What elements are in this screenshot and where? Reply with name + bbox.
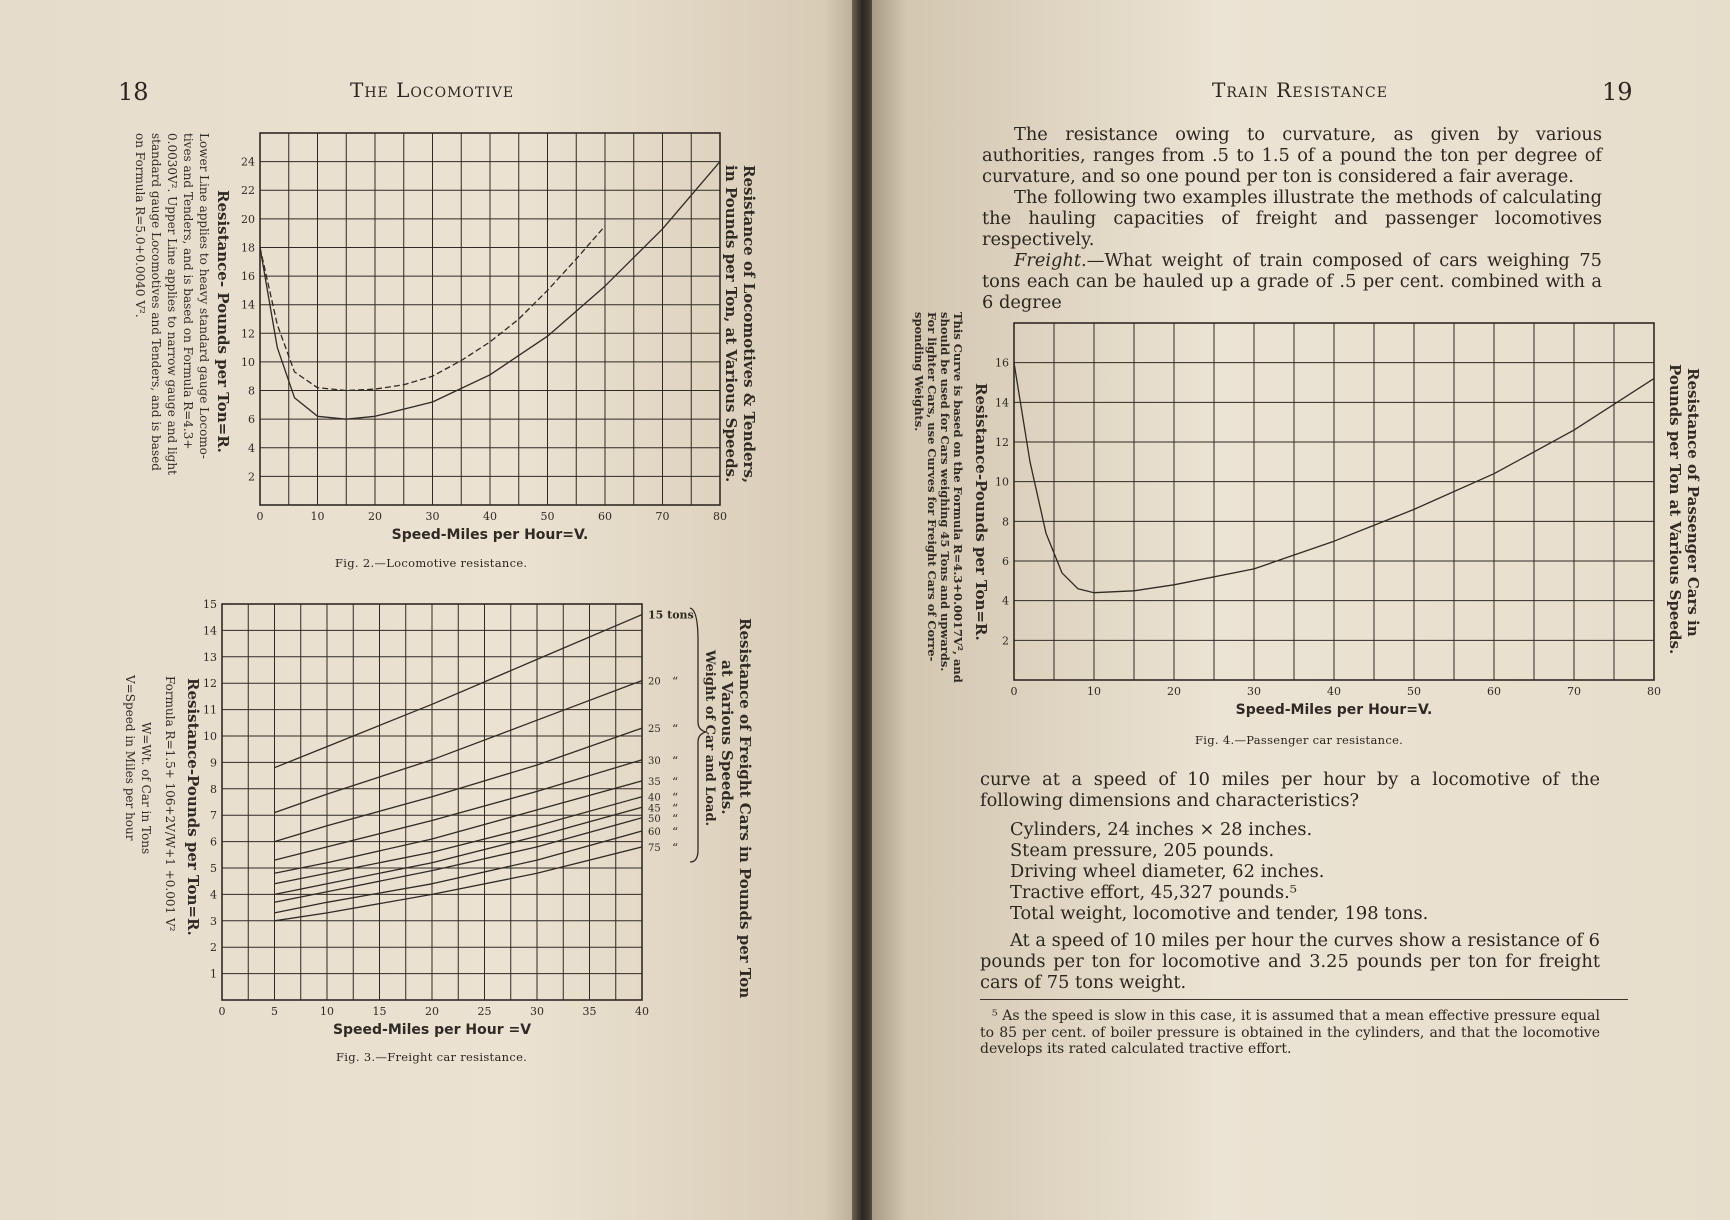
chart-title: Resistance of Locomotives & Tenders, [740,165,758,484]
fig2-caption: Fig. 2.—Locomotive resistance. [335,556,528,570]
y-tick-label: 14 [203,624,217,638]
y-tick-label: 6 [248,413,255,427]
y-tick-label: 8 [248,384,255,398]
x-tick-label: 20 [425,1005,439,1018]
paragraph: The following two examples illustrate the methods of calculating the hauling capacities of freight and passenger locomotives respectively. [982,187,1602,250]
chart-note-line: standard gauge Locomotives and Tenders, and is based [149,133,163,471]
spec-list [1010,819,1600,924]
x-tick-label: 30 [1247,685,1261,698]
paragraph: curve at a speed of 10 miles per hour by a locomotive of the following dimensions and characteristics? [980,769,1600,811]
y-tick-label: 2 [248,470,255,484]
x-tick-label: 0 [218,1005,226,1018]
x-tick-label: 30 [530,1005,544,1018]
x-axis-label: Speed-Miles per Hour =V [332,1022,532,1038]
spec-item: Driving wheel diameter, 62 inches. [1010,861,1325,882]
x-tick-label: 35 [582,1005,597,1018]
x-tick-label: 70 [1567,685,1581,698]
italic-heading: Freight. [1014,250,1087,271]
x-axis-label: Speed-Miles per Hour=V. [1235,702,1433,718]
legend-title: Weight of Car and Load. [702,650,717,827]
formula-text: Formula R=1.5+ 106+2V/W+1 +0.001 V² [163,676,177,932]
y-tick-label: 15 [203,598,217,611]
ditto-mark: “ [672,825,679,840]
y-tick-label: 1 [210,967,217,981]
ditto-mark: “ [672,811,679,826]
legend-label: 40 [648,792,661,804]
chart-note-line: tives and Tenders, and is based on Formula R=4.3+ [181,133,195,450]
x-tick-label: 0 [1010,685,1018,698]
x-tick-label: 5 [271,1005,278,1018]
x-tick-label: 80 [1647,685,1661,698]
chart-note-line: should be used for Cars weighing 45 Tons and upwards. [938,312,952,672]
chart-subtitle: at Various Speeds. [718,660,736,815]
left-page [0,0,858,1220]
y-tick-label: 6 [1002,555,1009,568]
y-tick-label: 24 [241,155,255,169]
spec-item: Cylinders, 24 inches × 28 inches. [1010,819,1313,840]
spec-item: Steam pressure, 205 pounds. [1010,840,1275,861]
y-tick-label: 2 [1002,634,1009,648]
x-tick-label: 25 [477,1005,492,1018]
chart-title: Resistance of Passenger Cars in [1684,368,1702,637]
y-tick-label: 4 [1002,594,1009,608]
y-tick-label: 2 [210,941,217,955]
y-tick-label: 4 [248,441,255,455]
legend-label: 45 [648,803,661,815]
chart-subtitle: Pounds per Ton at Various Speeds. [1666,364,1684,655]
x-tick-label: 10 [310,510,325,523]
x-axis-label: Speed-Miles per Hour=V. [391,527,589,543]
x-tick-label: 60 [1487,685,1501,698]
ditto-mark: “ [672,840,679,855]
fig3-caption: Fig. 3.—Freight car resistance. [336,1050,528,1064]
y-tick-label: 6 [210,835,217,849]
legend-label: 20 [648,676,661,688]
fig3-chart [0,0,858,1220]
x-tick-label: 30 [425,510,440,523]
chart-subtitle: in Pounds per Ton, at Various Speeds. [722,165,740,483]
chart-note-line: For lighter Cars, use Curves for Freight Cars of Corre- [925,312,939,662]
spec-item: Tractive effort, 45,327 pounds.⁵ [1010,882,1297,903]
x-tick-label: 40 [635,1005,649,1018]
x-tick-label: 70 [655,510,670,523]
y-tick-label: 14 [995,396,1009,410]
y-tick-label: 12 [203,677,217,691]
legend-label: 30 [648,755,661,767]
x-tick-label: 15 [372,1005,387,1018]
legend-label: 25 [648,724,661,736]
paragraph-rest: —What weight of train composed of cars weighing 75 tons each can be hauled up a grade of .5 per cent. combined with a 6 degree [982,250,1602,313]
footnote: ⁵ As the speed is slow in this case, it is assumed that a mean effective pressure equal to 85 per cent. of boiler pressure is obtained in the cylinders, and that the locomotive develops its rated calculated tractive effort. [980,1008,1600,1057]
legend-label: 50 [648,813,661,825]
running-head: Train Resistance [1212,78,1388,102]
x-tick-label: 10 [1087,685,1101,698]
y-tick-label: 22 [241,184,255,198]
y-tick-label: 3 [210,914,217,928]
y-axis-label: Resistance- Pounds per Ton=R. [214,190,232,453]
ditto-mark: “ [672,753,679,768]
y-tick-label: 8 [210,782,217,796]
page-number: 18 [118,78,149,106]
y-tick-label: 5 [210,862,217,875]
y-tick-label: 7 [210,809,217,823]
x-tick-label: 10 [320,1005,334,1018]
ditto-mark: “ [672,801,679,816]
chart-note-line: 0.0030V². Upper Line applies to narrow gauge and light [165,133,179,475]
footnote-rule [980,999,1628,1000]
running-head: The Locomotive [350,78,515,102]
chart-note-line: on Formula R=5.0+0.0040 V². [133,133,147,318]
y-axis-label: Resistance-Pounds per Ton=R. [972,383,990,641]
y-tick-label: 14 [241,298,255,312]
x-tick-label: 60 [598,510,612,523]
y-tick-label: 10 [241,355,255,369]
x-tick-label: 20 [1167,685,1181,698]
y-tick-label: 10 [203,730,217,743]
v-definition: V=Speed in Miles per hour [123,675,137,841]
y-tick-label: 16 [241,270,255,284]
ditto-mark: “ [672,722,679,737]
chart-note-line: sponding Weights. [912,312,926,432]
spec-item: Total weight, locomotive and tender, 198 tons. [1010,903,1429,924]
x-tick-label: 20 [368,510,382,523]
x-tick-label: 50 [540,510,555,523]
paragraph: At a speed of 10 miles per hour the curves show a resistance of 6 pounds per ton for locomotive and 3.25 pounds per ton for freight cars of 75 tons weight. [980,930,1600,993]
x-tick-label: 40 [483,510,497,523]
y-tick-label: 20 [241,212,255,226]
w-definition: W=Wt. of Car in Tons [139,722,153,855]
legend-label: 15 tons [648,608,694,622]
y-tick-label: 12 [241,327,255,341]
right-page [872,0,1730,1220]
paragraph: The resistance owing to curvature, as given by various authorities, ranges from .5 to 1.5 of a pound the ton per degree of curvature, and so one pound per ton is considered a fair average. [982,124,1602,187]
legend-label: 75 [648,842,661,854]
chart-title: Resistance of Freight Cars in Pounds per Ton [736,618,754,999]
ditto-mark: “ [672,790,679,805]
y-tick-label: 16 [995,356,1009,370]
ditto-mark: “ [672,674,679,689]
legend-label: 35 [648,776,661,788]
y-tick-label: 18 [241,241,255,255]
continued-text [980,769,1600,1058]
y-tick-label: 13 [203,650,217,664]
chart-note-line: This Curve is based on the Formula R=4.3+0.0017V², and [951,312,965,683]
y-tick-label: 9 [210,756,217,770]
x-tick-label: 40 [1327,685,1341,698]
legend-label: 60 [648,827,661,839]
y-axis-label: Resistance-Pounds per Ton=R. [184,678,202,936]
x-tick-label: 0 [256,510,264,523]
x-tick-label: 80 [713,510,727,523]
ditto-mark: “ [672,774,679,789]
y-tick-label: 4 [210,888,217,902]
x-tick-label: 50 [1407,685,1421,698]
y-tick-label: 10 [995,475,1009,489]
chart-note-line: Lower Line applies to heavy standard gauge Locomo- [197,133,211,459]
y-tick-label: 11 [203,703,217,717]
y-tick-label: 12 [995,436,1009,449]
y-tick-label: 8 [1002,515,1009,529]
page-number: 19 [1602,78,1633,106]
fig4-caption: Fig. 4.—Passenger car resistance. [1195,733,1404,747]
